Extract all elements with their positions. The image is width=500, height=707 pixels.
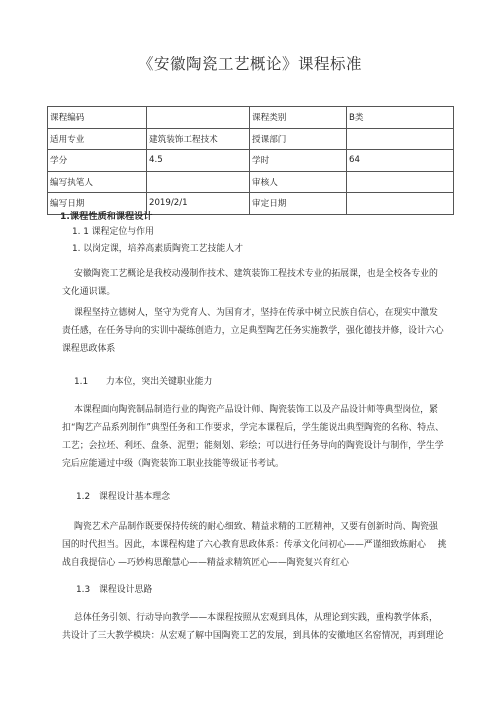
paragraph-line: 课程思政体系 xyxy=(62,344,116,354)
table-cell: 审定日期 xyxy=(250,193,347,215)
table-cell xyxy=(147,171,250,193)
table-cell: 授课部门 xyxy=(250,128,347,150)
table-row xyxy=(48,171,454,193)
subsection-heading: 1. 1 课程定位与作用 xyxy=(72,227,154,237)
table-cell: 64 xyxy=(347,150,454,172)
paragraph-line: 国的时代担当。因此，本课程构建了六心教育思政体系：传承文化问初心——严谨细致炼耐心 挑 xyxy=(62,540,447,550)
subsection-heading: 1. 以岗定课，培养高素质陶瓷工艺技能人才 xyxy=(72,244,244,254)
table-cell: 课程编码 xyxy=(48,107,147,129)
paragraph xyxy=(62,521,454,570)
table-cell: 审核人 xyxy=(250,171,347,193)
table-cell: 建筑装饰工程技术 xyxy=(147,128,250,150)
paragraph-line: 工艺；会拉坯、利坯、盘条、泥塑；能刻划、彩绘；可以进行任务导向的陶瓷设计与制作，学生学 xyxy=(62,441,444,451)
table-cell: 适用专业 xyxy=(48,128,147,150)
table-row xyxy=(48,150,454,172)
table-row xyxy=(48,107,454,129)
table-cell: 编写执笔人 xyxy=(48,171,147,193)
section-heading: 1.课程性质和课程设计 xyxy=(60,211,153,222)
paragraph-line: 课程坚持立德树人，坚守为党育人、为国育才，坚持在传承中树立民族自信心，在现实中激发 xyxy=(74,308,438,318)
paragraph-line: 陶瓷艺术产品制作既要保持传统的耐心细致、精益求精的工匠精神，又要有创新时尚、陶瓷强 xyxy=(74,522,438,532)
paragraph xyxy=(62,612,454,643)
paragraph-line: 安徽陶瓷工艺概论是我校动漫制作技术、建筑装饰工程技术专业的拓展课，也是全校各专业的 xyxy=(74,269,438,279)
table-cell: 课程类别 xyxy=(250,107,347,129)
table-cell xyxy=(147,107,250,129)
table-cell: 2019/2/1 xyxy=(147,193,250,215)
paragraph-line: 扣“陶艺产品系列制作”典型任务和工作要求，学完本课程后，学生能说出典型陶瓷的名称、特点、 xyxy=(62,423,444,433)
paragraph xyxy=(62,268,454,299)
subsection-heading: 1.1 力本位，突出关键职业能力 xyxy=(74,377,213,387)
paragraph-line: 共设计了三大教学模块：从宏观了解中国陶瓷工艺的发展，到具体的安徽地区名窑情况，再到理论 xyxy=(62,631,444,641)
page-title: 《安徽陶瓷工艺概论》课程标准 xyxy=(137,55,362,73)
paragraph xyxy=(62,404,454,471)
table-cell: 4.5 xyxy=(147,150,250,172)
table-cell: 编写日期 xyxy=(48,193,147,215)
table-cell xyxy=(347,171,454,193)
paragraph-line: 文化通识课。 xyxy=(62,287,116,297)
paragraph-line: 责任感，在任务导向的实训中凝练创造力，立足典型陶艺任务实施教学，强化德技并修，设计六心 xyxy=(62,326,444,336)
subsection-heading: 1.3 课程设计思路 xyxy=(76,585,153,595)
table-cell xyxy=(347,128,454,150)
paragraph-line: 完后应能通过中级（陶瓷装饰工职业技能等级证书考试。 xyxy=(62,459,284,469)
table-row xyxy=(48,128,454,150)
paragraph xyxy=(62,307,454,356)
paragraph-line: 本课程面向陶瓷制品制造行业的陶瓷产品设计师、陶瓷装饰工以及产品设计师等典型岗位，紧 xyxy=(74,405,438,415)
table-cell: 学分 xyxy=(48,150,147,172)
table-cell: B类 xyxy=(347,107,454,129)
course-info-table xyxy=(47,106,454,215)
subsection-heading: 1.2 课程设计基本理念 xyxy=(76,492,170,502)
paragraph-line: 战自我提信心 —巧妙构思酿慧心——精益求精筑匠心——陶瓷复兴育红心 xyxy=(62,558,349,568)
table-cell: 学时 xyxy=(250,150,347,172)
paragraph-line: 总体任务引领、行动导向教学——本课程按照从宏观到具体，从理论到实践，重构教学体系， xyxy=(74,613,438,623)
